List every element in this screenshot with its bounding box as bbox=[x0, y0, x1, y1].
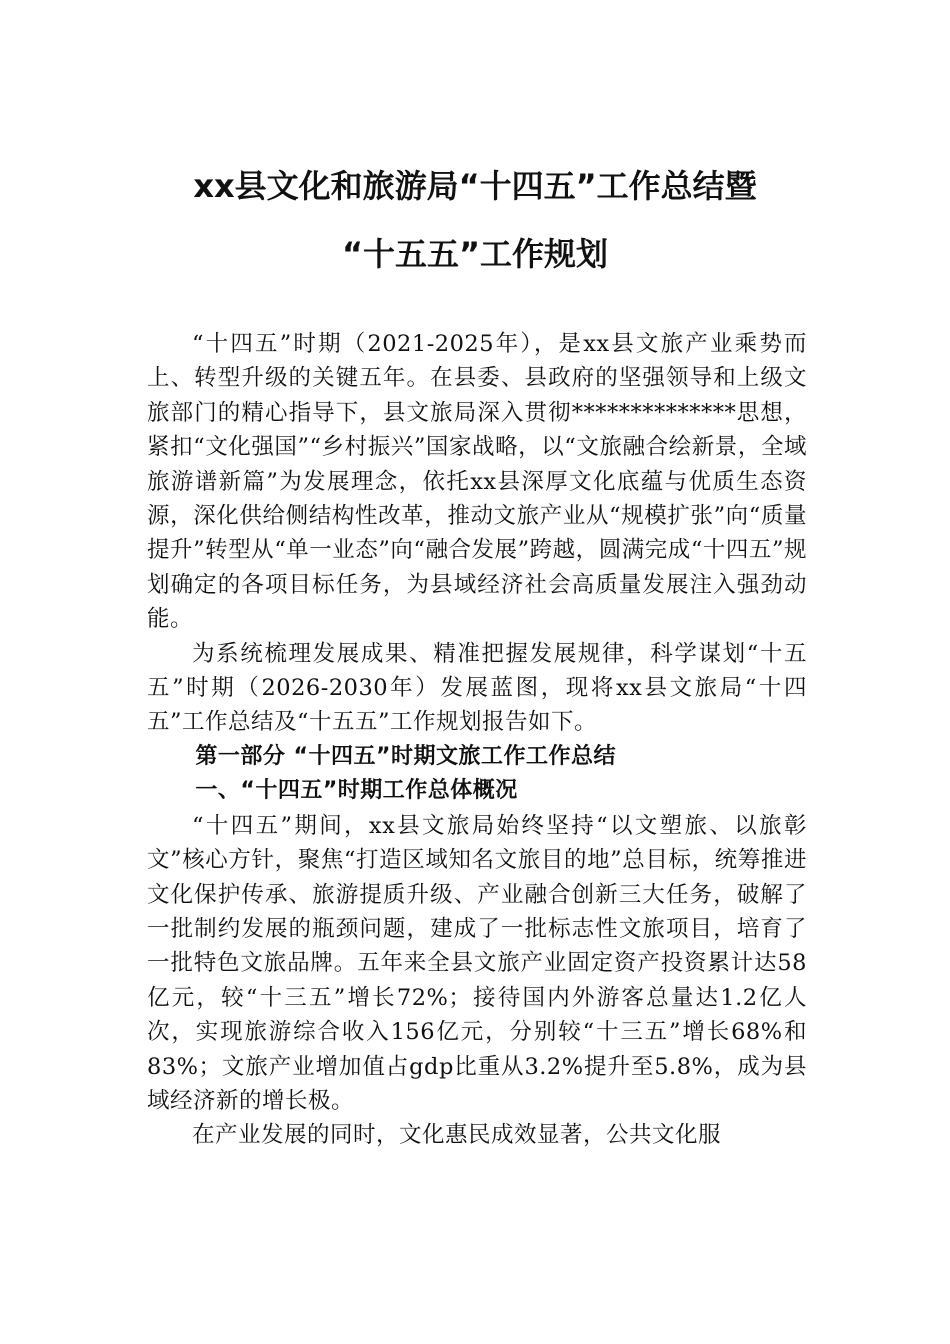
intro-paragraph: “十四五”时期（2021-2025年），是xx县文旅产业乘势而上、转型升级的关键五年。在县委、县政府的坚强领导和上级文旅部门的精心指导下，县文旅局深入贯彻**************思想，紧扣“文化强国”“乡村振兴”国家战略，以“文旅融合绘新景，全域旅游谱新篇”为发展理念，依托xx县深厚文化底蕴与优质生态资源，深化供给侧结构性改革，推动文旅产业从“规模扩张”向“质量提升”转型从“单一业态”向“融合发展”跨越，圆满完成“十四五”规划确定的各项目标任务，为县域经济社会高质量发展注入强劲动能。 bbox=[147, 331, 807, 633]
document-body bbox=[147, 327, 807, 1153]
section-one-heading: 一、“十四五”时期工作总体概况 bbox=[195, 778, 518, 804]
part-one-heading: 第一部分 “十四五”时期文旅工作工作总结 bbox=[195, 743, 616, 769]
overview-paragraph: “十四五”期间，xx县文旅局始终坚持“以文塑旅、以旅彰文”核心方针，聚焦“打造区域知名文旅目的地”总目标，统筹推进文化保护传承、旅游提质升级、产业融合创新三大任务，破解了一批制约发展的瓶颈问题，建成了一批标志性文旅项目，培育了一批特色文旅品牌。五年来全县文旅产业固定资产投资累计达58亿元，较“十三五”增长72%；接待国内外游客总量达1.2亿人次，实现旅游综合收入156亿元，分别较“十三五”增长68%和83%；文旅产业增加值占gdp比重从3.2%提升至5.8%，成为县域经济新的增长极。 bbox=[147, 812, 807, 1114]
document-title-line-1: xx县文化和旅游局“十四五”工作总结暨 bbox=[193, 167, 757, 205]
cultural-benefit-paragraph: 在产业发展的同时，文化惠民成效显著，公共文化服 bbox=[192, 1122, 722, 1149]
purpose-paragraph: 为系统梳理发展成果、精准把握发展规律，科学谋划“十五五”时期（2026-2030年）发展蓝图，现将xx县文旅局“十四五”工作总结及“十五五”工作规划报告如下。 bbox=[147, 640, 807, 736]
document-title-line-2: “十五五”工作规划 bbox=[341, 235, 609, 273]
